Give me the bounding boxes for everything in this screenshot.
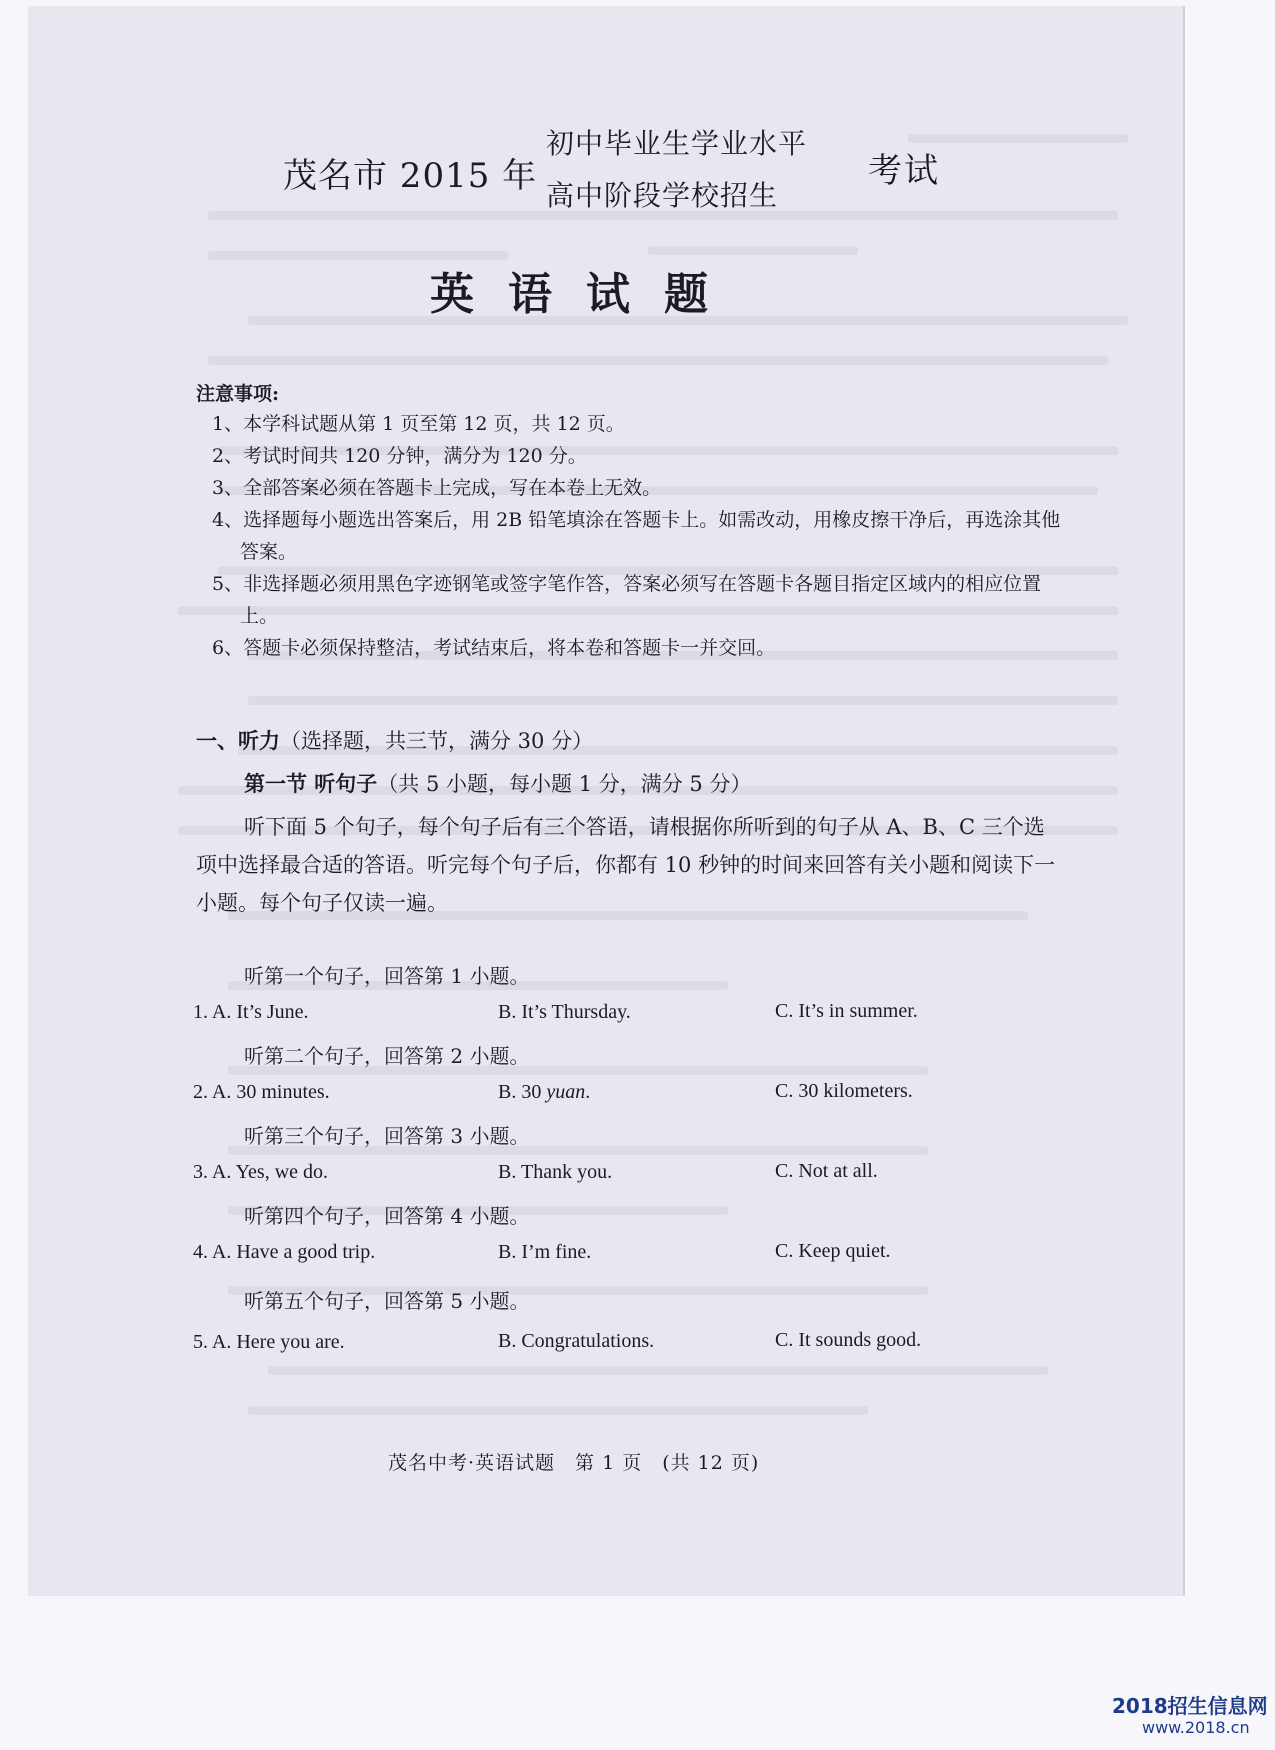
- option-b: [498, 1330, 654, 1353]
- option-b-italic: yuan: [546, 1081, 586, 1103]
- option-b-text: B. I’m fine.: [498, 1241, 592, 1263]
- exam-page: [28, 6, 1185, 1596]
- notice-item: 5、非选择题必须用黑色字迹钢笔或签字笔作答，答案必须写在答题卡各题目指定区域内的相应位置上。: [212, 573, 1042, 627]
- option-a: 1. A. It’s June.: [193, 1001, 309, 1023]
- subject-title: 英语试题: [430, 269, 742, 320]
- notice-item: 6、答题卡必须保持整洁，考试结束后，将本卷和答题卡一并交回。: [212, 637, 776, 659]
- part-note: （共 5 小题，每小题 1 分，满分 5 分）: [377, 772, 752, 796]
- option-a: 2. A. 30 minutes.: [193, 1081, 330, 1103]
- section-heading: [196, 725, 593, 755]
- exam-title-line2: 高中阶段学校招生: [546, 179, 779, 212]
- option-b: [498, 1081, 590, 1104]
- exam-city-year: 茂名市 2015 年: [283, 156, 538, 196]
- notice-item: 2、考试时间共 120 分钟，满分为 120 分。: [212, 445, 587, 467]
- notice-item: 1、本学科试题从第 1 页至第 12 页，共 12 页。: [212, 413, 625, 435]
- option-c: C. 30 kilometers.: [775, 1080, 913, 1102]
- page-footer: 茂名中考·英语试题 第 1 页 (共 12 页): [388, 1452, 760, 1474]
- exam-label: 考试: [868, 151, 940, 191]
- option-b-text: B. Congratulations.: [498, 1330, 655, 1352]
- option-c: C. Not at all.: [775, 1160, 878, 1182]
- option-b-text: B. It’s Thursday.: [498, 1001, 631, 1023]
- part-title: 第一节 听句子: [244, 771, 378, 796]
- option-b-text: B. Thank you.: [498, 1161, 613, 1183]
- option-b: [498, 1161, 612, 1184]
- part-heading: [244, 768, 751, 798]
- option-c: C. Keep quiet.: [775, 1240, 891, 1262]
- notice-item: 4、选择题每小题选出答案后，用 2B 铅笔填涂在答题卡上。如需改动，用橡皮擦干净后，再选涂其他答案。: [212, 509, 1061, 563]
- listening-instructions: 听下面 5 个句子，每个句子后有三个答语，请根据你所听到的句子从 A、B、C 三个选项中选择最合适的答语。听完每个句子后，你都有 10 秒钟的时间来回答有关小题和阅读下一小题。每个句子仅读一遍。: [196, 815, 1056, 915]
- notice-list: [196, 408, 1076, 664]
- section-title: 一、听力: [196, 728, 280, 753]
- notice-heading: 注意事项:: [196, 383, 280, 405]
- question-prompt: 听第五个句子，回答第 5 小题。: [244, 1289, 530, 1313]
- question-prompt: 听第二个句子，回答第 2 小题。: [244, 1044, 530, 1068]
- option-a: 5. A. Here you are.: [193, 1331, 345, 1353]
- option-a: 3. A. Yes, we do.: [193, 1161, 329, 1183]
- option-b-text: B. 30: [498, 1081, 547, 1103]
- option-b: [498, 1001, 631, 1024]
- option-a: 4. A. Have a good trip.: [193, 1241, 376, 1263]
- notice-item: 3、全部答案必须在答题卡上完成，写在本卷上无效。: [212, 477, 662, 499]
- exam-title-stack: [546, 118, 807, 222]
- question-prompt: 听第四个句子，回答第 4 小题。: [244, 1204, 530, 1228]
- question-prompt: 听第一个句子，回答第 1 小题。: [244, 964, 530, 988]
- option-b: [498, 1241, 591, 1264]
- exam-title-line1: 初中毕业生学业水平: [546, 127, 808, 160]
- bleed-through-texture: [28, 6, 1183, 1596]
- option-b-suffix: .: [585, 1081, 591, 1103]
- watermark-url: www.2018.cn: [1142, 1718, 1250, 1737]
- watermark-site-name: 2018招生信息网: [1112, 1694, 1268, 1718]
- question-prompt: 听第三个句子，回答第 3 小题。: [244, 1124, 530, 1148]
- section-note: （选择题，共三节，满分 30 分）: [280, 729, 594, 753]
- option-c: C. It’s in summer.: [775, 1000, 918, 1022]
- option-c: C. It sounds good.: [775, 1329, 922, 1351]
